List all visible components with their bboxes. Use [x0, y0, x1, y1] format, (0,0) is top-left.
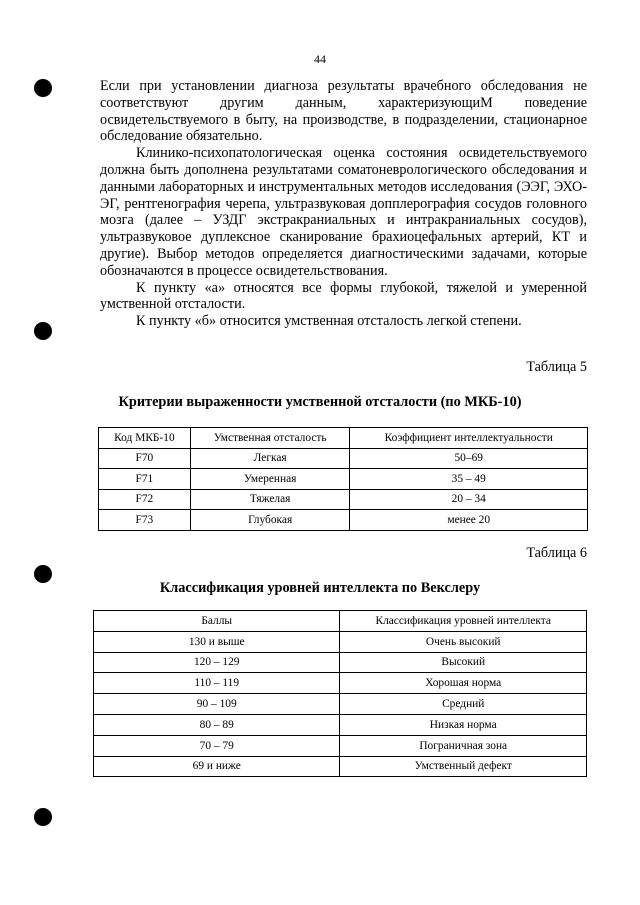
punch-hole-4 — [34, 808, 52, 826]
paragraph: К пункту «б» относится умственная отсталость легкой степени. — [136, 313, 522, 330]
table-header-row — [99, 428, 588, 449]
wechsler-classification-table — [93, 610, 587, 777]
table-cell: 130 и выше — [94, 631, 340, 652]
table-row — [99, 510, 588, 531]
table-cell: Средний — [340, 694, 587, 715]
table-row — [94, 694, 587, 715]
table-cell: Глубокая — [190, 510, 350, 531]
table-header-cell: Классификация уровней интеллекта — [340, 611, 587, 632]
table-row — [99, 489, 588, 510]
paragraph: Если при установлении диагноза результаты врачебного обследования не соответствуют другим данным, характеризующиМ поведение освидетельствуемого в быту, на производстве, в подразделении, стационарное обследование обязательно. — [100, 78, 587, 145]
body-text — [100, 78, 587, 330]
table-header-row — [94, 611, 587, 632]
table-row — [94, 631, 587, 652]
table-cell: 70 – 79 — [94, 735, 340, 756]
table6-label: Таблица 6 — [526, 545, 587, 561]
table-cell: Пограничная зона — [340, 735, 587, 756]
table-cell: 80 – 89 — [94, 714, 340, 735]
table-row — [99, 448, 588, 469]
page-number: 44 — [314, 52, 326, 66]
table-row — [94, 714, 587, 735]
table-cell: Тяжелая — [190, 489, 350, 510]
iq-criteria-table — [98, 427, 588, 531]
table-cell: 120 – 129 — [94, 652, 340, 673]
table-row — [94, 673, 587, 694]
table-cell: F70 — [99, 448, 191, 469]
table-cell: Умеренная — [190, 469, 350, 490]
table-cell: Низкая норма — [340, 714, 587, 735]
paragraph: Клинико-психопатологическая оценка состояния освидетельствуемого должна быть дополнена результатами соматоневрологического обследования и данными лабораторных и инструментальных методов исследования (ЭЭГ, ЭХО-ЭГ, рентгенография черепа, ультразвуковая допплерография сосудов головного мозга (далее – УЗДГ экстракраниальных и интракраниальных сосудов), ультразвуковое дуплексное сканирование брахиоцефальных артерий, КТ и другие). Выбор методов определяется диагностическими задачами, которые обозначаются в процессе освидетельствования. — [100, 145, 587, 279]
table-cell: 110 – 119 — [94, 673, 340, 694]
table-row — [94, 735, 587, 756]
table-row — [99, 469, 588, 490]
table-cell: F71 — [99, 469, 191, 490]
table5-title: Критерии выраженности умственной отсталости (по МКБ-10) — [118, 394, 522, 410]
table5-label: Таблица 5 — [526, 359, 587, 375]
table-cell: F73 — [99, 510, 191, 531]
table-cell: 35 – 49 — [350, 469, 588, 490]
table-cell: Легкая — [190, 448, 350, 469]
table-cell: 50–69 — [350, 448, 588, 469]
table-cell: F72 — [99, 489, 191, 510]
paragraph: К пункту «а» относятся все формы глубокой, тяжелой и умеренной умственной отсталости. — [100, 279, 587, 313]
table-header-cell: Умственная отсталость — [190, 428, 350, 449]
table-cell: Умственный дефект — [340, 756, 587, 777]
table-cell: 90 – 109 — [94, 694, 340, 715]
table-header-cell: Баллы — [94, 611, 340, 632]
table-cell: Хорошая норма — [340, 673, 587, 694]
table-header-cell: Коэффициент интеллектуальности — [350, 428, 588, 449]
table-header-cell: Код МКБ-10 — [99, 428, 191, 449]
table-cell: Очень высокий — [340, 631, 587, 652]
punch-hole-2 — [34, 322, 52, 340]
table-row — [94, 652, 587, 673]
table-cell: Высокий — [340, 652, 587, 673]
table-row — [94, 756, 587, 777]
table6-title: Классификация уровней интеллекта по Векслеру — [159, 580, 481, 596]
punch-hole-1 — [34, 79, 52, 97]
table-cell: менее 20 — [350, 510, 588, 531]
table-cell: 20 – 34 — [350, 489, 588, 510]
table-cell: 69 и ниже — [94, 756, 340, 777]
